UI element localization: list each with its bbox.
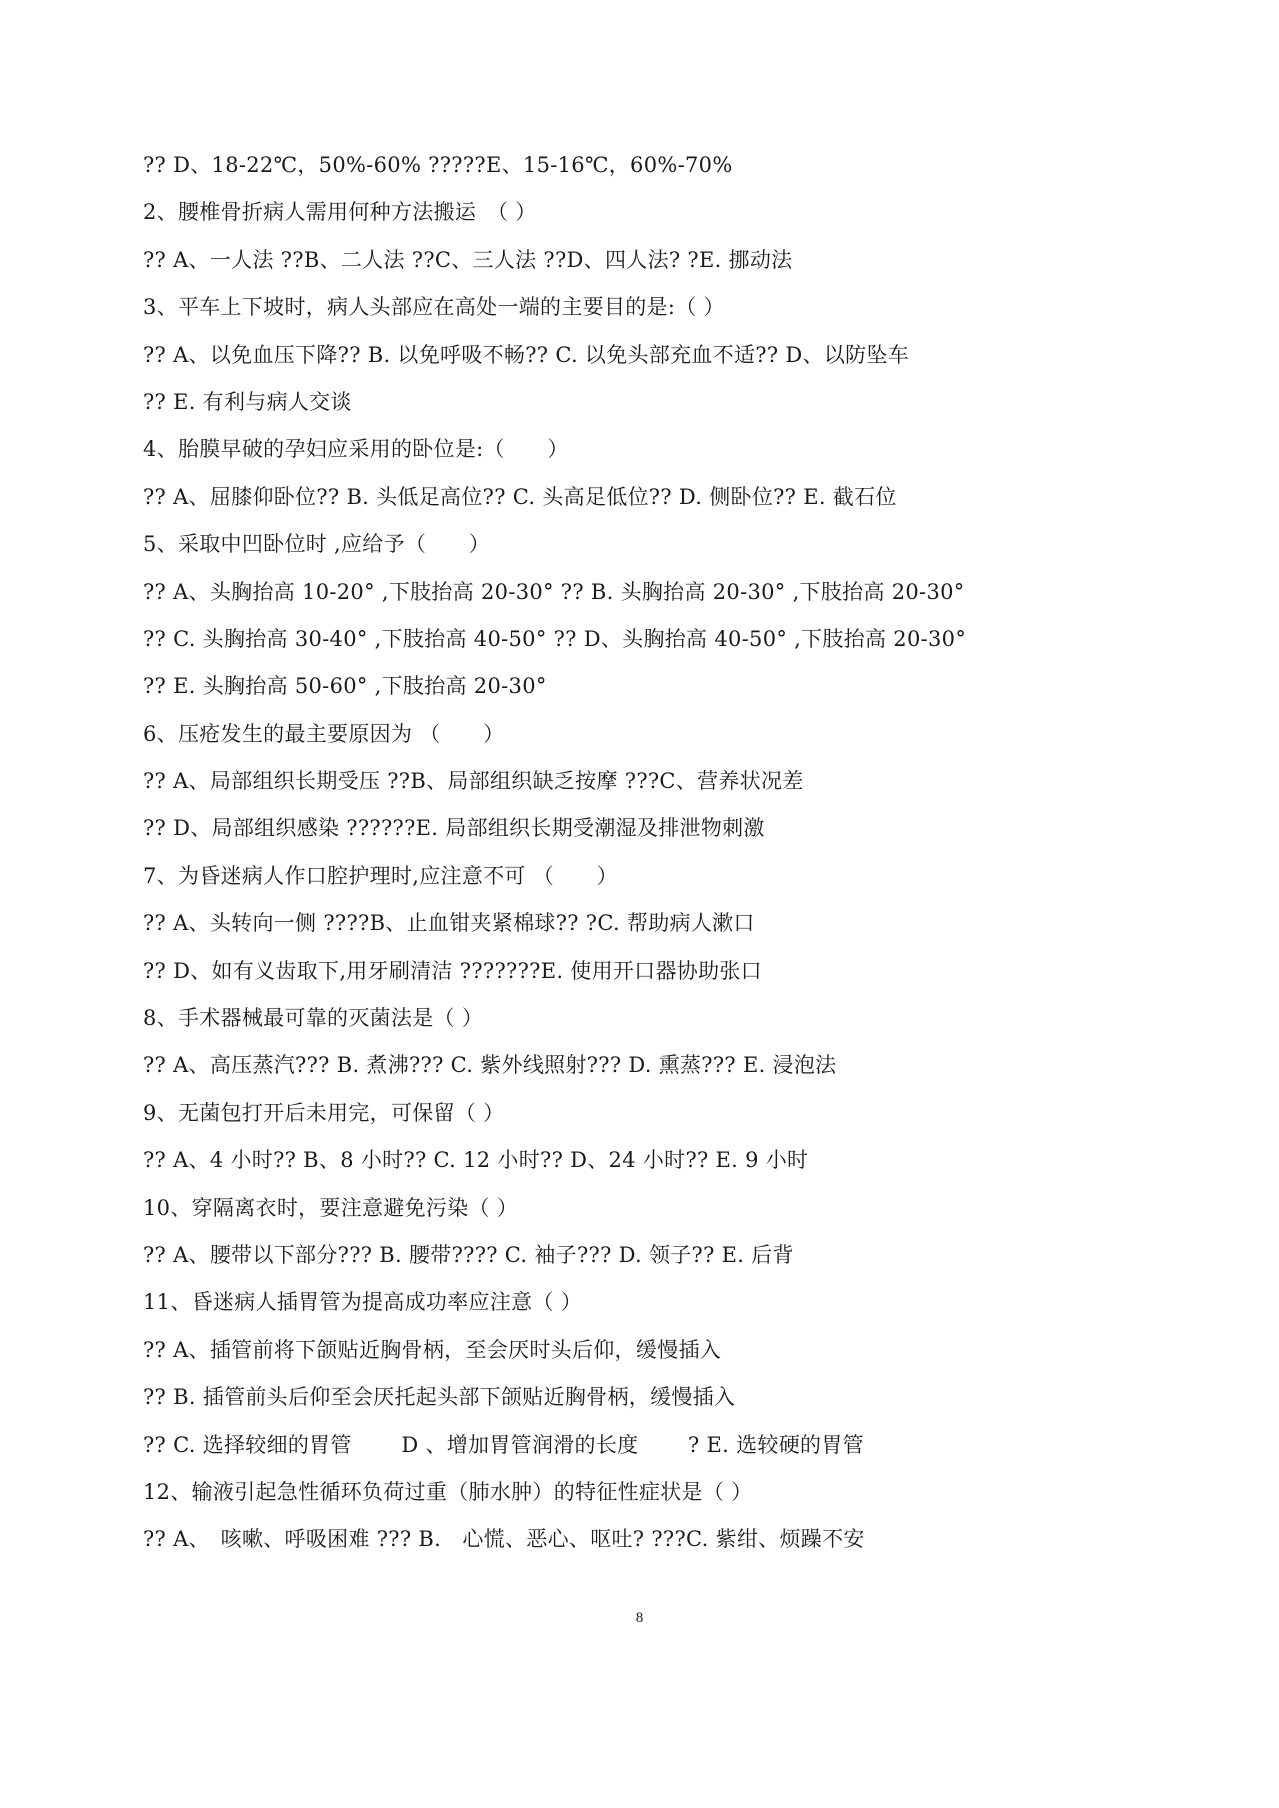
answer-options-q7-d-e: ?? D、如有义齿取下,用牙刷清洁 ???????E. 使用开口器协助张口 (143, 958, 762, 983)
answer-options-q8: ?? A、高压蒸汽??? B. 煮沸??? C. 紫外线照射??? D. 熏蒸??? E. 浸泡法 (143, 1053, 837, 1078)
answer-options-q3-e: ?? E. 有利与病人交谈 (143, 389, 352, 414)
answer-options-q9: ?? A、4 小时?? B、8 小时?? C. 12 小时?? D、24 小时?? E. 9 小时 (143, 1148, 809, 1173)
answer-options-q3-a-d: ?? A、以免血压下降?? B. 以免呼吸不畅?? C. 以免头部充血不适?? D、以防坠车 (143, 342, 910, 367)
answer-options-q7-a-c: ?? A、头转向一侧 ????B、止血钳夹紧棉球?? ?C. 帮助病人漱口 (143, 911, 755, 936)
question-4: 4、胎膜早破的孕妇应采用的卧位是:（ ） (143, 437, 569, 462)
answer-options-q10: ?? A、腰带以下部分??? B. 腰带???? C. 袖子??? D. 领子?? E. 后背 (143, 1242, 794, 1267)
answer-options-q2: ?? A、一人法 ??B、二人法 ??C、三人法 ??D、四人法? ?E. 挪动法 (143, 247, 793, 272)
answer-options-q12-a-c: ?? A、 咳嗽、呼吸困难 ??? B. 心慌、恶心、呕吐? ???C. 紫绀、烦躁不安 (143, 1527, 865, 1552)
question-2: 2、腰椎骨折病人需用何种方法搬运 （ ） (143, 200, 537, 225)
answer-options-q5-c-d: ?? C. 头胸抬高 30-40° ,下肢抬高 40-50° ?? D、头胸抬高 40-50° ,下肢抬高 20-30° (143, 626, 967, 651)
answer-options-q6-a-c: ?? A、局部组织长期受压 ??B、局部组织缺乏按摩 ???C、营养状况差 (143, 769, 804, 794)
answer-option-q11-a: ?? A、插管前将下颌贴近胸骨柄，至会厌时头后仰，缓慢插入 (143, 1337, 722, 1362)
answer-options-q1-d-e: ?? D、18-22℃，50%-60% ?????E、15-16℃，60%-70% (143, 153, 733, 177)
question-8: 8、手术器械最可靠的灭菌法是（ ） (143, 1006, 484, 1031)
question-9: 9、无菌包打开后未用完，可保留（ ） (143, 1100, 505, 1125)
question-12: 12、输液引起急性循环负荷过重（肺水肿）的特征性症状是（ ） (143, 1479, 753, 1504)
answer-options-q6-d-e: ?? D、局部组织感染 ??????E. 局部组织长期受潮湿及排泄物刺激 (143, 816, 765, 841)
question-5: 5、采取中凹卧位时 ,应给予（ ） (143, 532, 491, 557)
question-11: 11、昏迷病人插胃管为提高成功率应注意（ ） (143, 1290, 582, 1315)
question-7: 7、为昏迷病人作口腔护理时,应注意不可 （ ） (143, 863, 618, 888)
answer-options-q5-e: ?? E. 头胸抬高 50-60° ,下肢抬高 20-30° (143, 674, 547, 699)
question-10: 10、穿隔离衣时，要注意避免污染（ ） (143, 1195, 519, 1220)
question-3: 3、平车上下坡时，病人头部应在高处一端的主要目的是:（ ） (143, 295, 725, 320)
answer-options-q5-a-b: ?? A、头胸抬高 10-20° ,下肢抬高 20-30° ?? B. 头胸抬高 20-30° ,下肢抬高 20-30° (143, 579, 965, 604)
answer-options-q11-c-e: ?? C. 选择较细的胃管 D 、增加胃管润滑的长度 ? E. 选较硬的胃管 (143, 1432, 864, 1457)
question-6: 6、压疮发生的最主要原因为 （ ） (143, 721, 505, 746)
answer-options-q4: ?? A、屈膝仰卧位?? B. 头低足高位?? C. 头高足低位?? D. 侧卧位?? E. 截石位 (143, 484, 897, 509)
question-list (143, 142, 1143, 1564)
answer-option-q11-b: ?? B. 插管前头后仰至会厌托起头部下颌贴近胸骨柄，缓慢插入 (143, 1385, 736, 1410)
page-number: 8 (635, 1610, 644, 1626)
